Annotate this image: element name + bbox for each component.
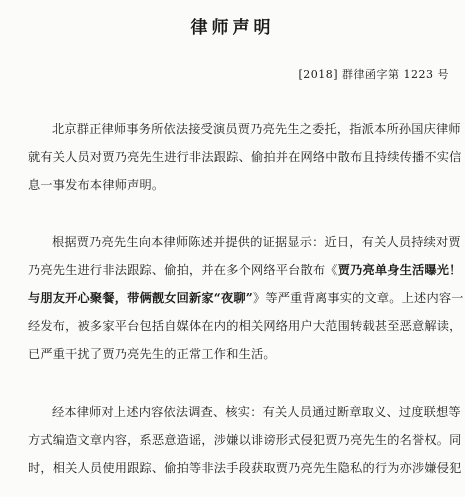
reference-number: [2018] 群律函字第 1223 号 [298,68,449,81]
paragraph-line: 方式编造文章内容，系恶意造谣，涉嫌以诽谤形式侵犯贾乃亮先生的名誉权。同 [28,433,462,447]
paragraph-line: 根据贾乃亮先生向本律师陈述并提供的证据显示：近日，有关人员持续对贾 [52,235,461,249]
document-title: 律师声明 [190,18,275,38]
paragraph-text: 乃亮先生进行非法跟踪、偷拍，并在多个网络平台散布《 [28,263,338,277]
paragraph-line [28,284,464,312]
paragraph-text: 》等严重背离事实的文章。上述内容一 [253,291,464,305]
article-title-part-1: 贾乃亮单身生活曝光！ [337,263,462,277]
paragraph-line: 经本律师对上述内容依法调查、核实：有关人员通过断章取义、过度联想等 [52,405,461,419]
paragraph-1 [28,115,462,199]
paragraph-line: 北京群正律师事务所依法接受演员贾乃亮先生之委托，指派本所孙国庆律师 [52,122,461,136]
paragraph-3 [28,398,462,482]
paragraph-line [28,256,462,284]
paragraph-line: 息一事发布本律师声明。 [28,178,165,192]
paragraph-2 [28,228,464,368]
paragraph-line: 就有关人员对贾乃亮先生进行非法跟踪、偷拍并在网络中散布且持续传播不实信 [28,150,462,164]
paragraph-line: 经发布，被多家平台包括自媒体在内的相关网络用户大范围转载甚至恶意解读， [28,319,462,333]
article-title-part-2: 与朋友开心聚餐，带俩靓女回新家“夜聊” [28,291,254,305]
paragraph-line: 时，相关人员使用跟踪、偷拍等非法手段获取贾乃亮先生隐私的行为亦涉嫌侵犯 [28,461,462,475]
paragraph-line: 已严重干扰了贾乃亮先生的正常工作和生活。 [28,347,276,361]
